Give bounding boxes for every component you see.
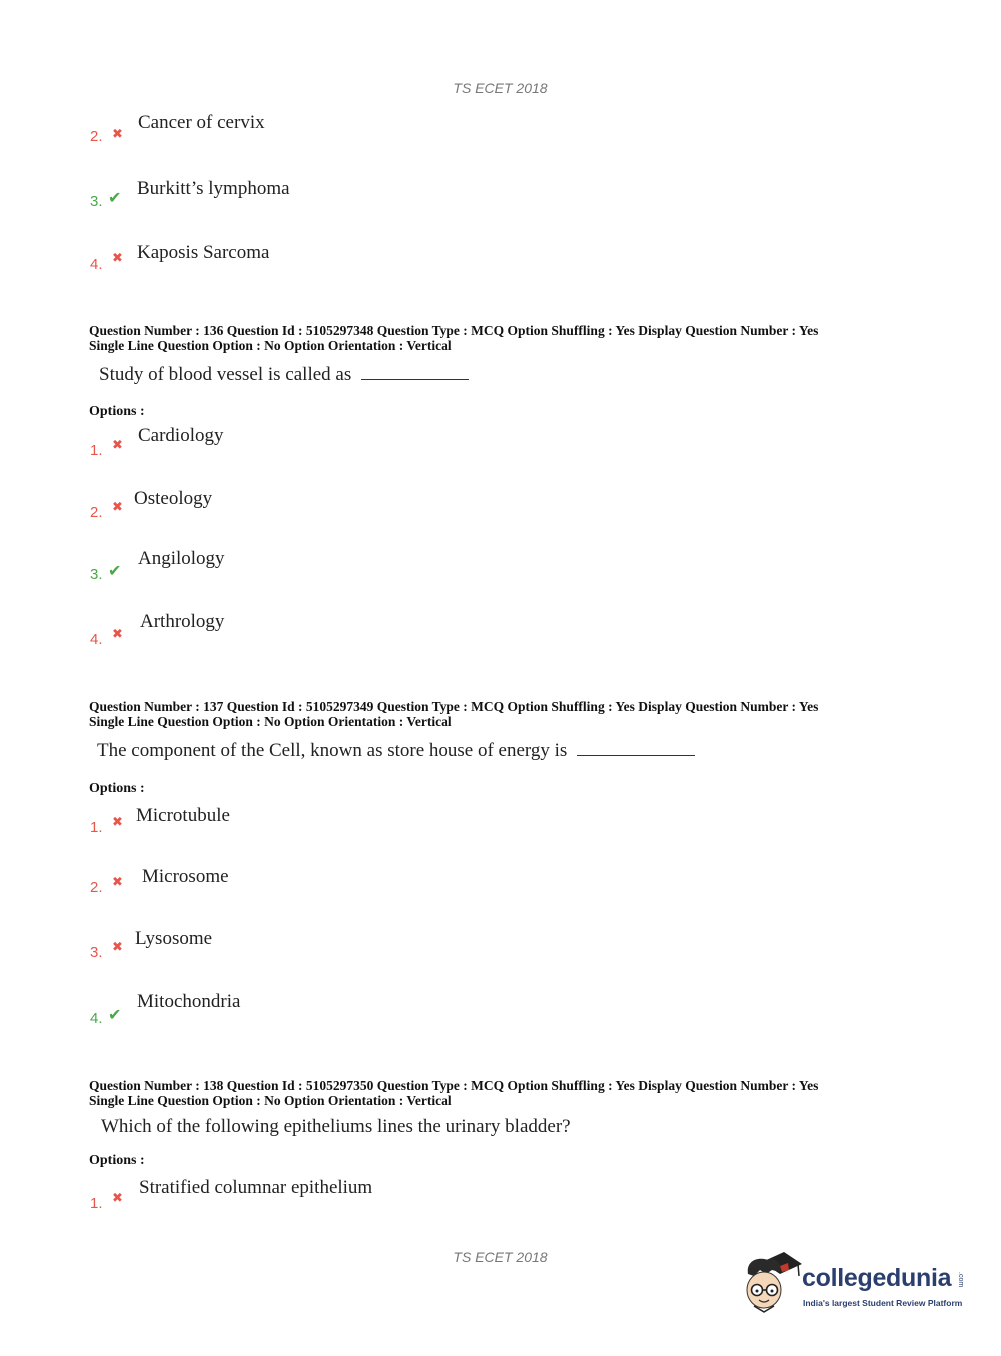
option-row: [90, 875, 123, 897]
option-text: Stratified columnar epithelium: [139, 1177, 373, 1198]
question-meta: [89, 323, 818, 353]
option-number: 4.: [90, 1010, 103, 1027]
cross-icon: ✖: [112, 815, 123, 830]
options-label: Options :: [89, 404, 145, 419]
cross-icon: ✖: [112, 127, 123, 142]
question-meta: [89, 1078, 818, 1108]
question-text-content: The component of the Cell, known as store house of energy is: [97, 740, 568, 761]
option-text: Arthrology: [140, 611, 225, 632]
meta-line: Single Line Question Option : No Option Orientation : Vertical: [89, 338, 452, 353]
meta-line: Single Line Question Option : No Option Orientation : Vertical: [89, 1093, 452, 1108]
option-number: 4.: [90, 631, 103, 648]
cross-icon: ✖: [112, 627, 123, 642]
option-text: Microsome: [142, 866, 229, 887]
option-number: 1.: [90, 1195, 103, 1212]
option-number: 1.: [90, 442, 103, 459]
option-number: 3.: [90, 566, 103, 583]
option-number: 3.: [90, 193, 103, 210]
option-text: Cancer of cervix: [138, 112, 265, 133]
logo-wordmark: collegedunia: [802, 1264, 952, 1292]
question-text-content: Study of blood vessel is called as: [99, 364, 352, 385]
cross-icon: ✖: [112, 940, 123, 955]
option-number: 3.: [90, 944, 103, 961]
option-row: [90, 438, 123, 460]
question-text: Which of the following epitheliums lines the urinary bladder?: [101, 1116, 571, 1137]
option-text: Mitochondria: [137, 991, 241, 1012]
option-row: [90, 561, 122, 584]
meta-line: Single Line Question Option : No Option Orientation : Vertical: [89, 714, 452, 729]
option-row: [90, 127, 123, 146]
option-row: [90, 500, 123, 522]
meta-line: Question Number : 137 Question Id : 5105297349 Question Type : MCQ Option Shuffling : Yes Display Question Number : Yes: [89, 699, 819, 714]
option-row: [90, 251, 123, 274]
meta-line: Question Number : 138 Question Id : 5105297350 Question Type : MCQ Option Shuffling : Yes Display Question Number : Yes: [89, 1078, 819, 1093]
logo-suffix: .com: [957, 1272, 964, 1288]
option-row: [90, 940, 123, 962]
page-footer: TS ECET 2018: [453, 1249, 548, 1265]
option-row: [90, 815, 123, 837]
cross-icon: ✖: [112, 1191, 123, 1206]
cross-icon: ✖: [112, 438, 123, 453]
option-text: Angilology: [138, 548, 225, 569]
page-header: TS ECET 2018: [453, 80, 548, 96]
check-icon: ✔: [108, 561, 122, 580]
option-number: 2.: [90, 128, 103, 145]
option-number: 1.: [90, 819, 103, 836]
options-label: Options :: [89, 1153, 145, 1168]
answer-blank: [361, 365, 469, 380]
option-row: [90, 188, 122, 211]
question-text: [99, 364, 469, 386]
cross-icon: ✖: [112, 875, 123, 890]
question-meta: [89, 699, 818, 729]
answer-blank: [577, 741, 695, 756]
option-text: Microtubule: [136, 805, 230, 826]
mascot-icon: [742, 1248, 804, 1316]
cross-icon: ✖: [112, 251, 123, 266]
option-text: Lysosome: [135, 928, 213, 949]
check-icon: ✔: [108, 188, 122, 207]
check-icon: ✔: [108, 1005, 122, 1024]
option-number: 2.: [90, 504, 103, 521]
option-text: Cardiology: [138, 425, 224, 446]
cross-icon: ✖: [112, 500, 123, 515]
options-label: Options :: [89, 781, 145, 796]
option-text: Osteology: [134, 488, 213, 509]
option-text: Burkitt’s lymphoma: [137, 178, 290, 199]
option-row: [90, 1005, 122, 1028]
question-text: [97, 740, 695, 762]
option-number: 4.: [90, 256, 103, 273]
option-row: [90, 627, 123, 649]
meta-line: Question Number : 136 Question Id : 5105297348 Question Type : MCQ Option Shuffling : Yes Display Question Number : Yes: [89, 323, 819, 338]
option-text: Kaposis Sarcoma: [137, 242, 270, 263]
collegedunia-logo: [742, 1248, 972, 1318]
option-number: 2.: [90, 879, 103, 896]
logo-tagline: India's largest Student Review Platform: [803, 1298, 963, 1308]
option-row: [90, 1191, 123, 1213]
